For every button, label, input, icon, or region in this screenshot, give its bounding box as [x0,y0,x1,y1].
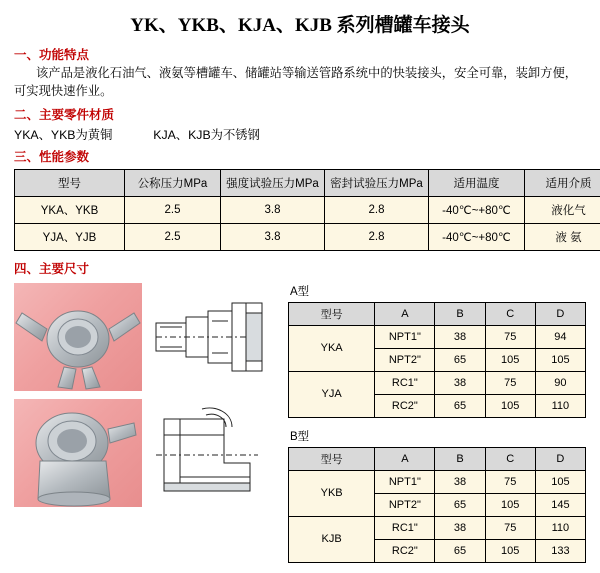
dim-a-cell: 75 [485,371,535,394]
dim-b-cell: 133 [535,539,585,562]
dim-b-cell: 105 [485,539,535,562]
perf-cell: -40℃~+80℃ [429,223,525,250]
perf-col-strength-test: 强度试验压力MPa [221,169,325,196]
dimensions-area [0,283,600,533]
dim-b-cell: 105 [485,493,535,516]
dim-a-col-D: D [535,302,585,325]
material-brass: YKA、YKB为黄铜 [14,128,112,142]
dim-a-cell: 90 [535,371,585,394]
type-a-label: A型 [290,283,588,299]
dim-b-col-model: 型号 [289,447,375,470]
drawing-b-art [146,399,272,507]
dim-b-cell: 145 [535,493,585,516]
product-photo-a [14,283,142,391]
perf-cell: 3.8 [221,196,325,223]
dim-a-cell: 38 [435,325,485,348]
table-row [289,470,586,493]
perf-cell: 3.8 [221,223,325,250]
dim-a-cell: 94 [535,325,585,348]
dim-a-col-C: C [485,302,535,325]
dim-b-cell: 110 [535,516,585,539]
product-images-column [14,283,274,515]
page-title: YK、YKB、KJA、KJB 系列槽罐车接头 [0,0,600,41]
dim-b-cell: RC2" [375,539,435,562]
perf-col-model: 型号 [15,169,125,196]
perf-cell: 2.5 [125,223,221,250]
section-heading-features: 一、功能特点 [14,45,600,63]
product-figure-b [14,399,272,507]
dim-a-cell: 65 [435,394,485,417]
dim-a-cell: 65 [435,348,485,371]
dim-b-cell: 75 [485,470,535,493]
perf-cell: 液 氨 [525,223,600,250]
dim-b-cell: 65 [435,493,485,516]
dim-a-col-model: 型号 [289,302,375,325]
performance-table [14,169,600,251]
perf-cell: -40℃~+80℃ [429,196,525,223]
section-heading-dimensions: 四、主要尺寸 [14,259,600,277]
perf-col-nominal-pressure: 公称压力MPa [125,169,221,196]
table-header-row [289,447,586,470]
table-row [289,325,586,348]
perf-cell: 液化气 [525,196,600,223]
type-b-label: B型 [290,428,588,444]
dimension-tables-column [288,283,588,573]
dim-b-model: YKB [289,470,375,516]
dim-b-cell: NPT2" [375,493,435,516]
perf-cell: 2.8 [325,223,429,250]
section-heading-performance: 三、性能参数 [14,147,600,165]
table-row [289,371,586,394]
dimension-table-b [288,447,586,563]
dim-a-cell: 105 [485,394,535,417]
dim-a-cell: RC2" [375,394,435,417]
table-header-row [15,169,600,196]
dim-a-cell: 38 [435,371,485,394]
product-figure-a [14,283,272,391]
product-drawing-b [146,399,272,507]
dim-b-col-C: C [485,447,535,470]
dim-a-cell: RC1" [375,371,435,394]
dim-b-col-D: D [535,447,585,470]
dim-b-col-B: B [435,447,485,470]
perf-col-seal-test: 密封试验压力MPa [325,169,429,196]
perf-cell: YJA、YJB [15,223,125,250]
product-drawing-a [146,283,272,391]
dim-a-col-A: A [375,302,435,325]
table-row [15,223,600,250]
dim-b-cell: 75 [485,516,535,539]
dim-b-cell: 65 [435,539,485,562]
dim-b-cell: NPT1" [375,470,435,493]
product-photo-b [14,399,142,507]
dim-b-cell: 38 [435,470,485,493]
dim-b-cell: 105 [535,470,585,493]
material-stainless: KJA、KJB为不锈钢 [153,128,260,142]
dim-a-model: YKA [289,325,375,371]
dim-a-cell: 105 [535,348,585,371]
perf-cell: 2.8 [325,196,429,223]
drawing-a-art [146,283,272,391]
table-header-row [289,302,586,325]
material-line [14,125,586,143]
perf-col-temperature: 适用温度 [429,169,525,196]
dim-b-col-A: A [375,447,435,470]
dim-b-model: KJB [289,516,375,562]
photo-b-art [14,399,142,507]
dim-a-model: YJA [289,371,375,417]
photo-a-art [14,283,142,391]
dim-a-cell: 110 [535,394,585,417]
dim-a-cell: 105 [485,348,535,371]
dim-b-cell: 38 [435,516,485,539]
table-row [15,196,600,223]
dim-a-cell: NPT2" [375,348,435,371]
dimension-table-a [288,302,586,418]
perf-cell: 2.5 [125,196,221,223]
section-heading-material: 二、主要零件材质 [14,105,600,123]
perf-col-medium: 适用介质 [525,169,600,196]
features-text: 该产品是液化石油气、液氨等槽罐车、储罐站等输送管路系统中的快装接头，安全可靠，装卸方便，可实现快速作业。 [14,65,586,101]
dim-a-col-B: B [435,302,485,325]
dim-b-cell: RC1" [375,516,435,539]
table-row [289,516,586,539]
dim-a-cell: 75 [485,325,535,348]
dim-a-cell: NPT1" [375,325,435,348]
perf-cell: YKA、YKB [15,196,125,223]
